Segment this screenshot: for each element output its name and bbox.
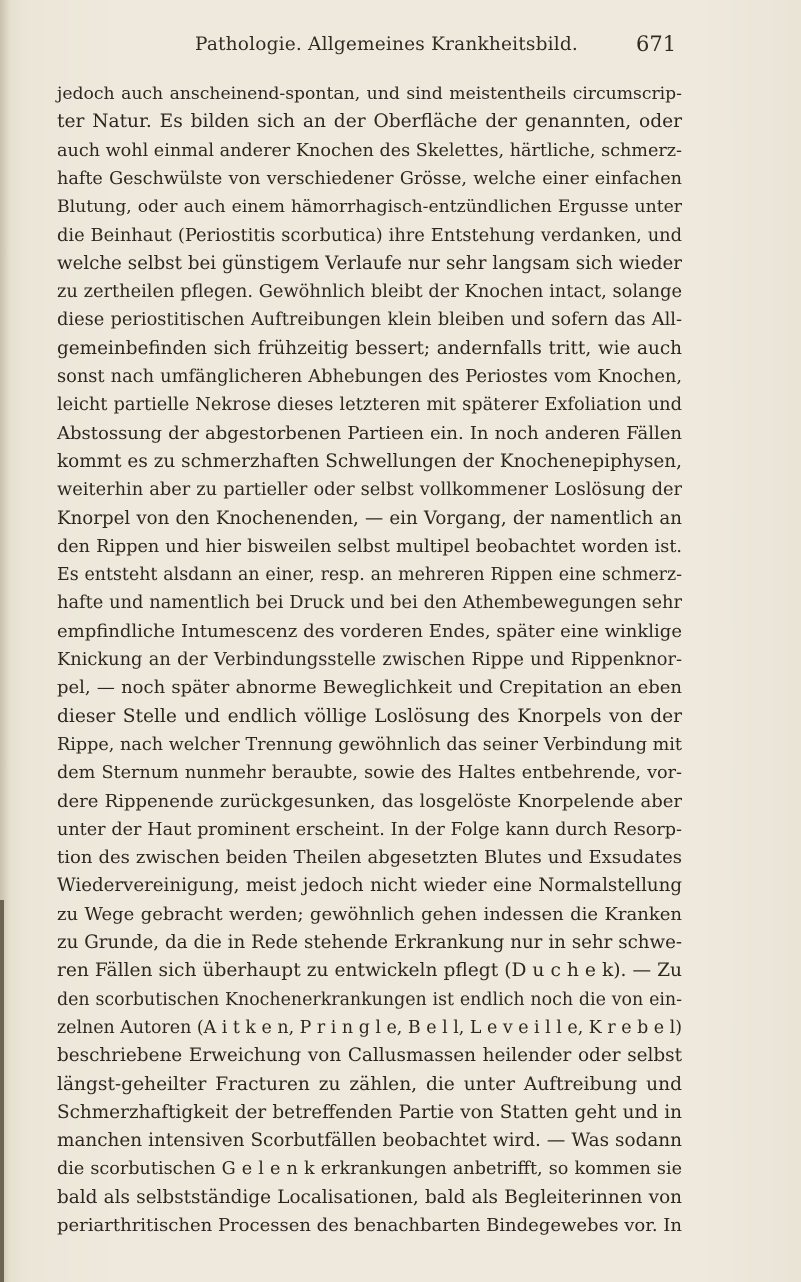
text-line: jedoch auch anscheinend-spontan, und sind meistentheils circumscrip- — [57, 84, 682, 104]
text-line: leicht partielle Nekrose dieses letzteren mit späterer Exfoliation und — [57, 394, 682, 416]
text-line: zu Grunde, da die in Rede stehende Erkrankung nur in sehr schwe- — [57, 932, 682, 953]
page-number: 671 — [636, 32, 677, 56]
text-line: gemeinbefinden sich frühzeitig bessert; andernfalls tritt, wie auch — [57, 337, 682, 359]
text-line: längst-geheilter Fracturen zu zählen, die unter Auftreibung und — [57, 1073, 682, 1095]
text-line: unter der Haut prominent erscheint. In der Folge kann durch Resorp- — [57, 819, 682, 840]
text-line: weiterhin aber zu partieller oder selbst vollkommener Loslösung der — [57, 479, 682, 501]
text-line: Rippe, nach welcher Trennung gewöhnlich das seiner Verbindung mit — [57, 734, 682, 755]
page-edge — [0, 900, 4, 1282]
text-line: dem Sternum nunmehr beraubte, sowie des Haltes entbehrende, vor- — [57, 763, 682, 784]
text-line: Schmerzhaftigkeit der betreffenden Partie von Statten geht und in — [57, 1101, 682, 1123]
text-line: ren Fällen sich überhaupt zu entwickeln pflegt (D u c h e k). — Zu — [57, 960, 682, 982]
text-line: den Rippen und hier bisweilen selbst multipel beobachtet worden ist. — [57, 536, 682, 557]
text-line: welche selbst bei günstigem Verlaufe nur sehr langsam sich wieder — [57, 252, 682, 274]
text-line: zu zertheilen pflegen. Gewöhnlich bleibt der Knochen intact, solange — [57, 281, 682, 303]
text-line: zu Wege gebracht werden; gewöhnlich gehen indessen die Kranken — [57, 903, 682, 925]
text-line: Wiedervereinigung, meist jedoch nicht wieder eine Normalstellung — [57, 875, 682, 897]
text-line: dere Rippenende zurückgesunken, das losgelöste Knorpelende aber — [57, 790, 682, 812]
text-line: Blutung, oder auch einem hämorrhagisch-entzündlichen Ergusse unter — [57, 197, 682, 218]
text-line: Abstossung der abgestorbenen Partieen ein. In noch anderen Fällen — [57, 422, 682, 444]
text-line: die scorbutischen G e l e n k erkrankungen anbetrifft, so kommen sie — [57, 1159, 682, 1180]
text-line: hafte Geschwülste von verschiedener Grösse, welche einer einfachen — [57, 168, 682, 189]
text-line: diese periostitischen Auftreibungen klein bleiben und sofern das All- — [57, 309, 682, 331]
text-line: periarthritischen Processen des benachbarten Bindegewebes vor. In — [57, 1215, 682, 1236]
text-line: hafte und namentlich bei Druck und bei den Athembewegungen sehr — [57, 592, 682, 614]
text-line: zelnen Autoren (A i t k e n, P r i n g l e, B e l l, L e v e i l l e, K r e b e l) — [57, 1017, 682, 1038]
text-line: ter Natur. Es bilden sich an der Oberfläche der genannten, oder — [57, 111, 682, 133]
text-line: manchen intensiven Scorbutfällen beobachtet wird. — Was sodann — [57, 1130, 682, 1152]
text-line: Es entsteht alsdann an einer, resp. an mehreren Rippen eine schmerz- — [57, 565, 682, 586]
text-line: den scorbutischen Knochenerkrankungen ist endlich noch die von ein- — [57, 989, 682, 1010]
text-line: auch wohl einmal anderer Knochen des Skelettes, härtliche, schmerz- — [57, 140, 682, 161]
text-line: dieser Stelle und endlich völlige Loslösung des Knorpels von der — [57, 705, 682, 727]
text-line: tion des zwischen beiden Theilen abgesetzten Blutes und Exsudates — [57, 847, 682, 869]
text-line: empfindliche Intumescenz des vorderen Endes, später eine winklige — [57, 620, 682, 642]
text-line: Knorpel von den Knochenenden, — ein Vorgang, der namentlich an — [57, 507, 682, 529]
running-header — [0, 34, 801, 64]
text-line: sonst nach umfänglicheren Abhebungen des Periostes vom Knochen, — [57, 366, 682, 387]
text-line: beschriebene Erweichung von Callusmassen heilender oder selbst — [57, 1045, 682, 1067]
text-line: pel, — noch später abnorme Beweglichkeit und Crepitation an eben — [57, 677, 682, 699]
running-header-title: Pathologie. Allgemeines Krankheitsbild. — [195, 34, 579, 55]
text-line: bald als selbstständige Localisationen, bald als Begleiterinnen von — [57, 1186, 682, 1208]
text-line: kommt es zu schmerzhaften Schwellungen der Knochenepiphysen, — [57, 450, 682, 472]
text-line: die Beinhaut (Periostitis scorbutica) ihre Entstehung verdanken, und — [57, 224, 682, 246]
text-line: Knickung an der Verbindungsstelle zwischen Rippe und Rippenknor- — [57, 649, 682, 670]
